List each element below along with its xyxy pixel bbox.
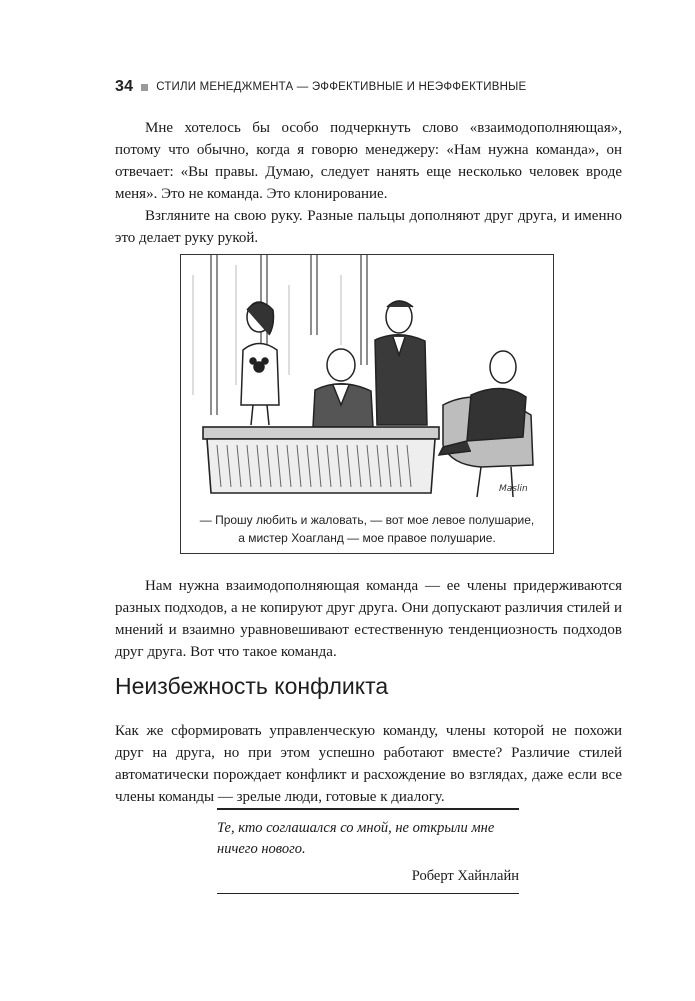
paragraph-complementary: Мне хотелось бы особо подчеркнуть слово «взаимодополняющая», потому что обычно, когда я говорю менеджеру: «Нам нужна команда», он отвечает: «Вы правы. Думаю, следует нанять еще несколько человек вроде меня». Это не команда. Это клонирование.: [115, 120, 622, 202]
paragraph-complementary-team: Нам нужна взаимодополняющая команда — ее члены придерживаются разных подходов, а не копируют друг друга. Они допускают различия стилей и мнений и взаимно уравновешивают естественную тенденциозность подходов друг друга. Вот что такое команда.: [115, 578, 622, 660]
section-heading: Неизбежность конфликта: [115, 673, 389, 699]
team-text: [115, 575, 622, 663]
epigraph: [217, 808, 519, 894]
header-square-marker: [141, 84, 148, 91]
caption-line-2: а мистер Хоагланд — мое правое полушарие.: [238, 531, 496, 545]
page-number: 34: [115, 78, 134, 95]
paragraph-hand: Взгляните на свою руку. Разные пальцы дополняют друг друга, и именно это делает руку рукой.: [115, 208, 622, 246]
epigraph-author: Роберт Хайнлайн: [411, 867, 519, 884]
cartoon-drawing: [181, 255, 552, 505]
section-text: [115, 720, 622, 808]
cartoon-caption: [181, 511, 553, 547]
cartoonist-signature: Maslin: [499, 484, 528, 494]
running-header: [115, 78, 585, 96]
epigraph-quote: Те, кто соглашался со мной, не открыли мне ничего нового.: [217, 819, 495, 857]
epigraph-top-rule: [217, 808, 519, 810]
intro-text: [115, 117, 622, 249]
caption-line-1: — Прошу любить и жаловать, — вот мое левое полушарие,: [199, 513, 535, 527]
running-title: СТИЛИ МЕНЕДЖМЕНТА — ЭФФЕКТИВНЫЕ И НЕЭФФЕКТИВНЫЕ: [156, 81, 527, 93]
paragraph-conflict: Как же сформировать управленческую команду, члены которой не похожи друг на друга, но при этом успешно работают вместе? Различие стилей автоматически порождает конфликт и расхождение во взглядах, даже если все члены команды — зрелые люди, готовые к диалогу.: [115, 723, 622, 805]
epigraph-bottom-rule: [217, 893, 519, 895]
cartoon-illustration: [180, 254, 554, 554]
